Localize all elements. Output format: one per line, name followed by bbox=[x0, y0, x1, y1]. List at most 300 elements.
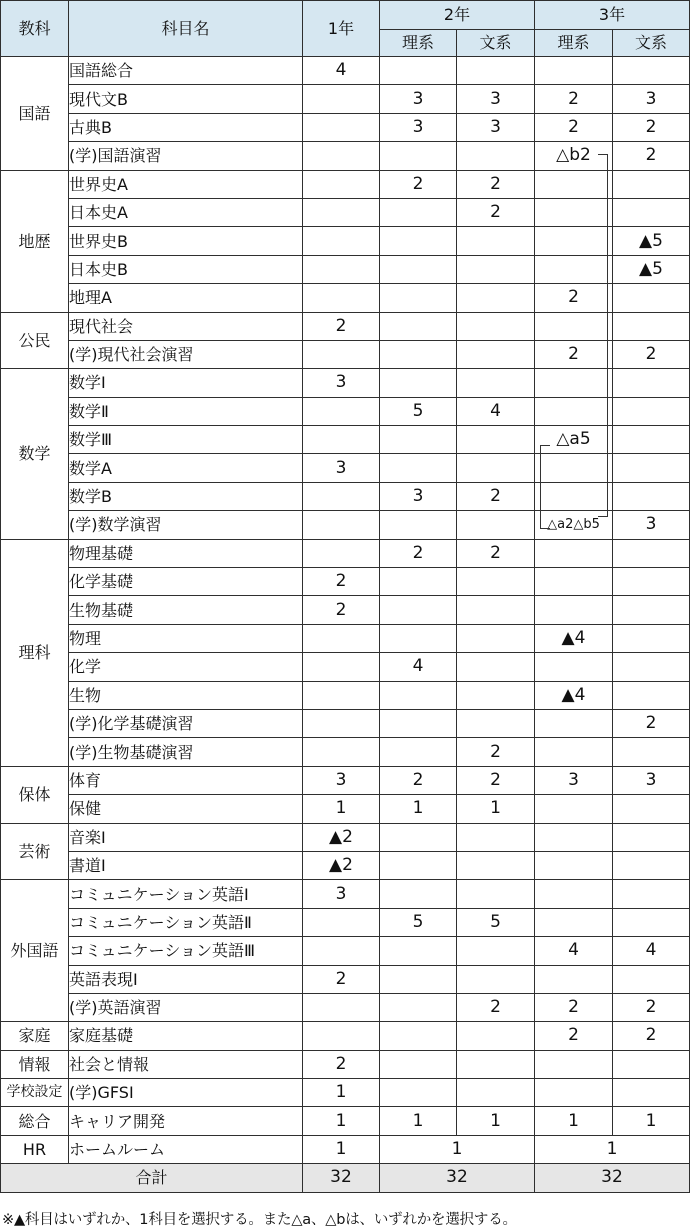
credit-cell-y1: 2 bbox=[303, 596, 380, 624]
credit-cell-y2h: 2 bbox=[457, 738, 535, 766]
credit-cell-y3s: △a2△b5 bbox=[535, 511, 613, 539]
table-body bbox=[1, 57, 690, 1193]
credit-cell-y2h bbox=[457, 1022, 535, 1050]
credit-cell-y3s: 2 bbox=[535, 340, 613, 368]
credit-cell-y3h bbox=[613, 369, 690, 397]
credit-cell-y1 bbox=[303, 397, 380, 425]
credit-cell-y2h: 2 bbox=[457, 170, 535, 198]
credit-cell-y2h bbox=[457, 851, 535, 879]
credit-cell-y3s bbox=[535, 255, 613, 283]
subject-group-cell: 学校設定 bbox=[1, 1079, 69, 1107]
subject-name-cell: 国語総合 bbox=[69, 57, 303, 85]
credit-cell-y2s bbox=[380, 454, 457, 482]
table-row bbox=[1, 369, 690, 397]
credit-cell-y2h: 3 bbox=[457, 85, 535, 113]
credit-cell-y2s bbox=[380, 965, 457, 993]
credit-cell-y2h bbox=[457, 511, 535, 539]
credit-cell-y3s bbox=[535, 1079, 613, 1107]
table-row bbox=[1, 198, 690, 226]
subject-name-cell: 数学B bbox=[69, 482, 303, 510]
credit-cell-y3h: 2 bbox=[613, 993, 690, 1021]
credit-cell-y2h bbox=[457, 681, 535, 709]
subject-name-cell: キャリア開発 bbox=[69, 1107, 303, 1135]
credit-cell-y2s bbox=[380, 1079, 457, 1107]
credit-cell-y1 bbox=[303, 624, 380, 652]
header-year3-science: 理系 bbox=[535, 30, 613, 57]
credit-cell-y1: ▲2 bbox=[303, 823, 380, 851]
credit-cell-y1 bbox=[303, 85, 380, 113]
subject-group-cell: 地歴 bbox=[1, 170, 69, 312]
subject-name-cell: 書道I bbox=[69, 851, 303, 879]
table-row bbox=[1, 908, 690, 936]
credit-cell-y2s bbox=[380, 937, 457, 965]
credit-cell-y2h: 3 bbox=[457, 113, 535, 141]
credit-cell-y3s: 3 bbox=[535, 766, 613, 794]
credit-cell-y1 bbox=[303, 1022, 380, 1050]
credit-cell-y3s bbox=[535, 823, 613, 851]
credit-cell-y3s bbox=[535, 57, 613, 85]
credit-cell-y2s bbox=[380, 284, 457, 312]
credit-cell-y3h bbox=[613, 880, 690, 908]
subject-group-cell: 公民 bbox=[1, 312, 69, 369]
credit-cell-y2h bbox=[457, 823, 535, 851]
credit-cell-y3h: ▲5 bbox=[613, 227, 690, 255]
total-year3-cell: 32 bbox=[535, 1164, 690, 1192]
credit-cell-y3h: 3 bbox=[613, 85, 690, 113]
header-year2: 2年 bbox=[380, 1, 535, 30]
credit-cell-y2h: 2 bbox=[457, 482, 535, 510]
credit-cell-y1 bbox=[303, 426, 380, 454]
credit-cell-y2s bbox=[380, 568, 457, 596]
credit-cell-y2h bbox=[457, 1050, 535, 1078]
credit-cell-y1: 3 bbox=[303, 369, 380, 397]
credit-cell-y3s bbox=[535, 709, 613, 737]
header-year3: 3年 bbox=[535, 1, 690, 30]
credit-cell-y3h: 3 bbox=[613, 766, 690, 794]
credit-cell-y2h: 2 bbox=[457, 766, 535, 794]
credit-cell-y3s bbox=[535, 369, 613, 397]
subject-name-cell: 古典B bbox=[69, 113, 303, 141]
credit-cell-y1: 3 bbox=[303, 766, 380, 794]
credit-cell-y1: 2 bbox=[303, 312, 380, 340]
credit-cell-y3h bbox=[613, 482, 690, 510]
subject-name-cell: 物理 bbox=[69, 624, 303, 652]
credit-cell-y3h bbox=[613, 57, 690, 85]
subject-name-cell: 生物 bbox=[69, 681, 303, 709]
credit-cell-y2s bbox=[380, 1022, 457, 1050]
header-year2-humanities: 文系 bbox=[457, 30, 535, 57]
credit-cell-y2s: 1 bbox=[380, 795, 457, 823]
table-row bbox=[1, 482, 690, 510]
total-year1-cell: 32 bbox=[303, 1164, 380, 1192]
credit-cell-y2s bbox=[380, 851, 457, 879]
credit-cell-y3h bbox=[613, 568, 690, 596]
credit-cell-y1 bbox=[303, 255, 380, 283]
credit-cell-y2h bbox=[457, 937, 535, 965]
credit-cell-y2s bbox=[380, 681, 457, 709]
table-row bbox=[1, 170, 690, 198]
credit-cell-y3s bbox=[535, 1050, 613, 1078]
credit-cell-y2s: 2 bbox=[380, 539, 457, 567]
table-row bbox=[1, 568, 690, 596]
credit-cell-y3s: ▲4 bbox=[535, 624, 613, 652]
subject-group-cell: 家庭 bbox=[1, 1022, 69, 1050]
header-subject-group: 教科 bbox=[1, 1, 69, 57]
credit-cell-y1 bbox=[303, 681, 380, 709]
credit-cell-y3s bbox=[535, 908, 613, 936]
subject-group-cell: 情報 bbox=[1, 1050, 69, 1078]
credit-cell-y3s: △a5 bbox=[535, 426, 613, 454]
table-row bbox=[1, 539, 690, 567]
table-row bbox=[1, 965, 690, 993]
credit-cell-y3h: 2 bbox=[613, 340, 690, 368]
table-row bbox=[1, 312, 690, 340]
subject-name-cell: 保健 bbox=[69, 795, 303, 823]
table-row bbox=[1, 709, 690, 737]
credit-cell-y2s: 3 bbox=[380, 113, 457, 141]
header-subject-name: 科目名 bbox=[69, 1, 303, 57]
credit-cell-y1 bbox=[303, 993, 380, 1021]
credit-cell-y2h bbox=[457, 340, 535, 368]
subject-name-cell: 化学 bbox=[69, 653, 303, 681]
credit-cell-y1 bbox=[303, 170, 380, 198]
subject-group-cell: 外国語 bbox=[1, 880, 69, 1022]
credit-cell-y2s bbox=[380, 57, 457, 85]
credit-cell-y3h: 3 bbox=[613, 511, 690, 539]
credit-cell-y3h bbox=[613, 908, 690, 936]
subject-group-cell: 総合 bbox=[1, 1107, 69, 1135]
header-year1: 1年 bbox=[303, 1, 380, 57]
subject-name-cell: コミュニケーション英語Ⅲ bbox=[69, 937, 303, 965]
credit-cell-y2s: 2 bbox=[380, 170, 457, 198]
credit-cell-y2h: 1 bbox=[457, 795, 535, 823]
table-row bbox=[1, 57, 690, 85]
credit-cell-y2s bbox=[380, 596, 457, 624]
credit-cell-y3h bbox=[613, 312, 690, 340]
credit-cell-y3h: 2 bbox=[613, 142, 690, 170]
credit-cell-y1 bbox=[303, 653, 380, 681]
credit-cell-y3s: △b2 bbox=[535, 142, 613, 170]
credit-cell-y2s: 1 bbox=[380, 1107, 457, 1135]
hr-year3-cell: 1 bbox=[535, 1135, 690, 1163]
credit-cell-y2h: 1 bbox=[457, 1107, 535, 1135]
table-row bbox=[1, 880, 690, 908]
credit-cell-y3h bbox=[613, 965, 690, 993]
subject-name-cell: 社会と情報 bbox=[69, 1050, 303, 1078]
credit-cell-y2s: 3 bbox=[380, 85, 457, 113]
credit-cell-y3s: 1 bbox=[535, 1107, 613, 1135]
credit-cell-y3s: 2 bbox=[535, 1022, 613, 1050]
credit-cell-y1: 4 bbox=[303, 57, 380, 85]
credit-cell-y3h bbox=[613, 681, 690, 709]
table-row bbox=[1, 823, 690, 851]
credit-cell-y3h bbox=[613, 624, 690, 652]
credit-cell-y2h bbox=[457, 227, 535, 255]
credit-cell-y2h: 2 bbox=[457, 198, 535, 226]
credit-cell-y3s bbox=[535, 965, 613, 993]
credit-cell-y3s bbox=[535, 198, 613, 226]
credit-cell-y3s bbox=[535, 539, 613, 567]
table-row bbox=[1, 795, 690, 823]
credit-cell-y3s bbox=[535, 568, 613, 596]
credit-cell-y3s bbox=[535, 397, 613, 425]
table-row bbox=[1, 340, 690, 368]
subject-group-cell: 保体 bbox=[1, 766, 69, 823]
credit-cell-y3s bbox=[535, 312, 613, 340]
credit-cell-y3s bbox=[535, 227, 613, 255]
subject-name-cell: (学)GFSI bbox=[69, 1079, 303, 1107]
subject-name-cell: 生物基礎 bbox=[69, 596, 303, 624]
credit-cell-y3h: 2 bbox=[613, 709, 690, 737]
table-row bbox=[1, 766, 690, 794]
credit-cell-y3h bbox=[613, 851, 690, 879]
credit-cell-y2s bbox=[380, 1050, 457, 1078]
credit-cell-y2s bbox=[380, 198, 457, 226]
credit-cell-y1: 2 bbox=[303, 568, 380, 596]
table-row bbox=[1, 255, 690, 283]
table-row bbox=[1, 142, 690, 170]
subject-name-cell: 化学基礎 bbox=[69, 568, 303, 596]
subject-group-cell: 理科 bbox=[1, 539, 69, 766]
credit-cell-y1 bbox=[303, 709, 380, 737]
credit-cell-y1: 2 bbox=[303, 1050, 380, 1078]
credit-cell-y1: 1 bbox=[303, 1079, 380, 1107]
hr-group-cell: HR bbox=[1, 1135, 69, 1163]
subject-name-cell: 現代文B bbox=[69, 85, 303, 113]
table-row bbox=[1, 738, 690, 766]
credit-cell-y3h: 1 bbox=[613, 1107, 690, 1135]
credit-cell-y3s: 2 bbox=[535, 993, 613, 1021]
credit-cell-y3s: ▲4 bbox=[535, 681, 613, 709]
subject-name-cell: 日本史B bbox=[69, 255, 303, 283]
credit-cell-y1: 1 bbox=[303, 1107, 380, 1135]
credit-cell-y3h: 4 bbox=[613, 937, 690, 965]
table-row bbox=[1, 937, 690, 965]
credit-cell-y2s bbox=[380, 823, 457, 851]
credit-cell-y2h bbox=[457, 57, 535, 85]
credit-cell-y3h bbox=[613, 823, 690, 851]
credit-cell-y2h bbox=[457, 653, 535, 681]
credit-cell-y1 bbox=[303, 340, 380, 368]
total-year2-cell: 32 bbox=[380, 1164, 535, 1192]
credit-cell-y2s bbox=[380, 369, 457, 397]
subject-name-cell: 体育 bbox=[69, 766, 303, 794]
subject-name-cell: 家庭基礎 bbox=[69, 1022, 303, 1050]
credit-cell-y3s bbox=[535, 170, 613, 198]
credit-cell-y3s bbox=[535, 596, 613, 624]
credit-cell-y3h bbox=[613, 397, 690, 425]
credit-cell-y3h bbox=[613, 198, 690, 226]
table-row bbox=[1, 624, 690, 652]
subject-name-cell: 現代社会 bbox=[69, 312, 303, 340]
credit-cell-y2s bbox=[380, 709, 457, 737]
credit-cell-y2h bbox=[457, 284, 535, 312]
credit-cell-y2h: 2 bbox=[457, 539, 535, 567]
credit-cell-y2h bbox=[457, 596, 535, 624]
credit-cell-y3s bbox=[535, 653, 613, 681]
credit-cell-y1 bbox=[303, 113, 380, 141]
credit-cell-y2s: 4 bbox=[380, 653, 457, 681]
credit-cell-y1 bbox=[303, 227, 380, 255]
subject-name-cell: (学)化学基礎演習 bbox=[69, 709, 303, 737]
hr-year2-cell: 1 bbox=[380, 1135, 535, 1163]
subject-name-cell: コミュニケーション英語Ⅱ bbox=[69, 908, 303, 936]
credit-cell-y3h bbox=[613, 1050, 690, 1078]
subject-group-cell: 芸術 bbox=[1, 823, 69, 880]
credit-cell-y1 bbox=[303, 198, 380, 226]
credit-cell-y3s: 2 bbox=[535, 284, 613, 312]
credit-cell-y3s bbox=[535, 454, 613, 482]
credit-cell-y1 bbox=[303, 142, 380, 170]
subject-group-cell: 国語 bbox=[1, 57, 69, 171]
credit-cell-y2s bbox=[380, 227, 457, 255]
footnote: ※▲科目はいずれか、1科目を選択する。また△a、△bは、いずれかを選択する。 bbox=[2, 1212, 517, 1228]
credit-cell-y2h bbox=[457, 142, 535, 170]
subject-name-cell: 数学I bbox=[69, 369, 303, 397]
credit-cell-y2h bbox=[457, 255, 535, 283]
subject-name-cell: 世界史A bbox=[69, 170, 303, 198]
table-row bbox=[1, 851, 690, 879]
credit-cell-y3s bbox=[535, 738, 613, 766]
subject-name-cell: 地理A bbox=[69, 284, 303, 312]
table-row bbox=[1, 1079, 690, 1107]
credit-cell-y2h: 2 bbox=[457, 993, 535, 1021]
credit-cell-y1 bbox=[303, 511, 380, 539]
credit-cell-y2h: 5 bbox=[457, 908, 535, 936]
table-row bbox=[1, 454, 690, 482]
credit-cell-y2s bbox=[380, 312, 457, 340]
credit-cell-y2s bbox=[380, 255, 457, 283]
credit-cell-y2s: 5 bbox=[380, 397, 457, 425]
credit-cell-y2s: 5 bbox=[380, 908, 457, 936]
table-row bbox=[1, 426, 690, 454]
credit-cell-y3h bbox=[613, 738, 690, 766]
table-row bbox=[1, 1022, 690, 1050]
credit-cell-y1: ▲2 bbox=[303, 851, 380, 879]
credit-cell-y2h bbox=[457, 568, 535, 596]
credit-cell-y3h: ▲5 bbox=[613, 255, 690, 283]
table-row bbox=[1, 85, 690, 113]
credit-cell-y2h bbox=[457, 965, 535, 993]
table-row bbox=[1, 284, 690, 312]
total-row bbox=[1, 1164, 690, 1192]
credit-cell-y3h bbox=[613, 170, 690, 198]
table-row bbox=[1, 227, 690, 255]
hr-year1-cell: 1 bbox=[303, 1135, 380, 1163]
header-row-1 bbox=[1, 1, 690, 30]
credit-cell-y3h bbox=[613, 539, 690, 567]
subject-name-cell: 日本史A bbox=[69, 198, 303, 226]
credit-cell-y3s bbox=[535, 851, 613, 879]
credit-cell-y3h bbox=[613, 596, 690, 624]
subject-name-cell: 音楽I bbox=[69, 823, 303, 851]
credit-cell-y2h bbox=[457, 454, 535, 482]
credit-cell-y2h bbox=[457, 1079, 535, 1107]
credit-cell-y1: 3 bbox=[303, 880, 380, 908]
table-row bbox=[1, 397, 690, 425]
credit-cell-y2h bbox=[457, 880, 535, 908]
subject-name-cell: 世界史B bbox=[69, 227, 303, 255]
credit-cell-y2h bbox=[457, 709, 535, 737]
credit-cell-y3h bbox=[613, 454, 690, 482]
table-row bbox=[1, 511, 690, 539]
hr-subject-cell: ホームルーム bbox=[69, 1135, 303, 1163]
subject-name-cell: (学)生物基礎演習 bbox=[69, 738, 303, 766]
credit-cell-y1: 2 bbox=[303, 965, 380, 993]
credit-cell-y3h bbox=[613, 426, 690, 454]
table-row bbox=[1, 681, 690, 709]
credit-cell-y3s: 4 bbox=[535, 937, 613, 965]
credit-cell-y1 bbox=[303, 482, 380, 510]
credit-cell-y3s bbox=[535, 795, 613, 823]
credit-cell-y3h: 2 bbox=[613, 1022, 690, 1050]
header-year3-humanities: 文系 bbox=[613, 30, 690, 57]
credit-cell-y2h bbox=[457, 369, 535, 397]
subject-name-cell: 数学Ⅱ bbox=[69, 397, 303, 425]
subject-name-cell: (学)英語演習 bbox=[69, 993, 303, 1021]
credit-cell-y2s bbox=[380, 624, 457, 652]
credit-cell-y2s bbox=[380, 880, 457, 908]
credit-cell-y3s bbox=[535, 482, 613, 510]
table-row bbox=[1, 1050, 690, 1078]
hr-row bbox=[1, 1135, 690, 1163]
credit-cell-y3s bbox=[535, 880, 613, 908]
credit-cell-y1: 1 bbox=[303, 795, 380, 823]
subject-name-cell: 数学Ⅲ bbox=[69, 426, 303, 454]
subject-name-cell: (学)現代社会演習 bbox=[69, 340, 303, 368]
credit-cell-y1 bbox=[303, 738, 380, 766]
credit-cell-y2s bbox=[380, 340, 457, 368]
subject-name-cell: (学)国語演習 bbox=[69, 142, 303, 170]
subject-name-cell: コミュニケーション英語I bbox=[69, 880, 303, 908]
credit-cell-y3h bbox=[613, 795, 690, 823]
credit-cell-y2h bbox=[457, 312, 535, 340]
credit-cell-y1 bbox=[303, 284, 380, 312]
subject-name-cell: 物理基礎 bbox=[69, 539, 303, 567]
credit-cell-y3s: 2 bbox=[535, 85, 613, 113]
credit-cell-y1 bbox=[303, 937, 380, 965]
credit-cell-y1: 3 bbox=[303, 454, 380, 482]
credit-cell-y2h: 4 bbox=[457, 397, 535, 425]
credit-cell-y2s bbox=[380, 993, 457, 1021]
table-row bbox=[1, 113, 690, 141]
subject-name-cell: 数学A bbox=[69, 454, 303, 482]
credit-cell-y3s: 2 bbox=[535, 113, 613, 141]
credit-cell-y1 bbox=[303, 908, 380, 936]
credit-cell-y2s: 3 bbox=[380, 482, 457, 510]
credit-cell-y2s: 2 bbox=[380, 766, 457, 794]
credit-cell-y2h bbox=[457, 426, 535, 454]
subject-group-cell: 数学 bbox=[1, 369, 69, 539]
table-row bbox=[1, 596, 690, 624]
header-year2-science: 理系 bbox=[380, 30, 457, 57]
table-row bbox=[1, 653, 690, 681]
credit-cell-y2s bbox=[380, 426, 457, 454]
table-row bbox=[1, 1107, 690, 1135]
credit-cell-y3h bbox=[613, 653, 690, 681]
credit-cell-y2s bbox=[380, 738, 457, 766]
table-row bbox=[1, 993, 690, 1021]
subject-name-cell: 英語表現I bbox=[69, 965, 303, 993]
credit-cell-y2s bbox=[380, 511, 457, 539]
subject-name-cell: (学)数学演習 bbox=[69, 511, 303, 539]
credit-cell-y2h bbox=[457, 624, 535, 652]
total-label-cell: 合計 bbox=[1, 1164, 303, 1192]
credit-cell-y3h bbox=[613, 284, 690, 312]
credit-cell-y3h: 2 bbox=[613, 113, 690, 141]
credit-cell-y1 bbox=[303, 539, 380, 567]
credit-cell-y2s bbox=[380, 142, 457, 170]
